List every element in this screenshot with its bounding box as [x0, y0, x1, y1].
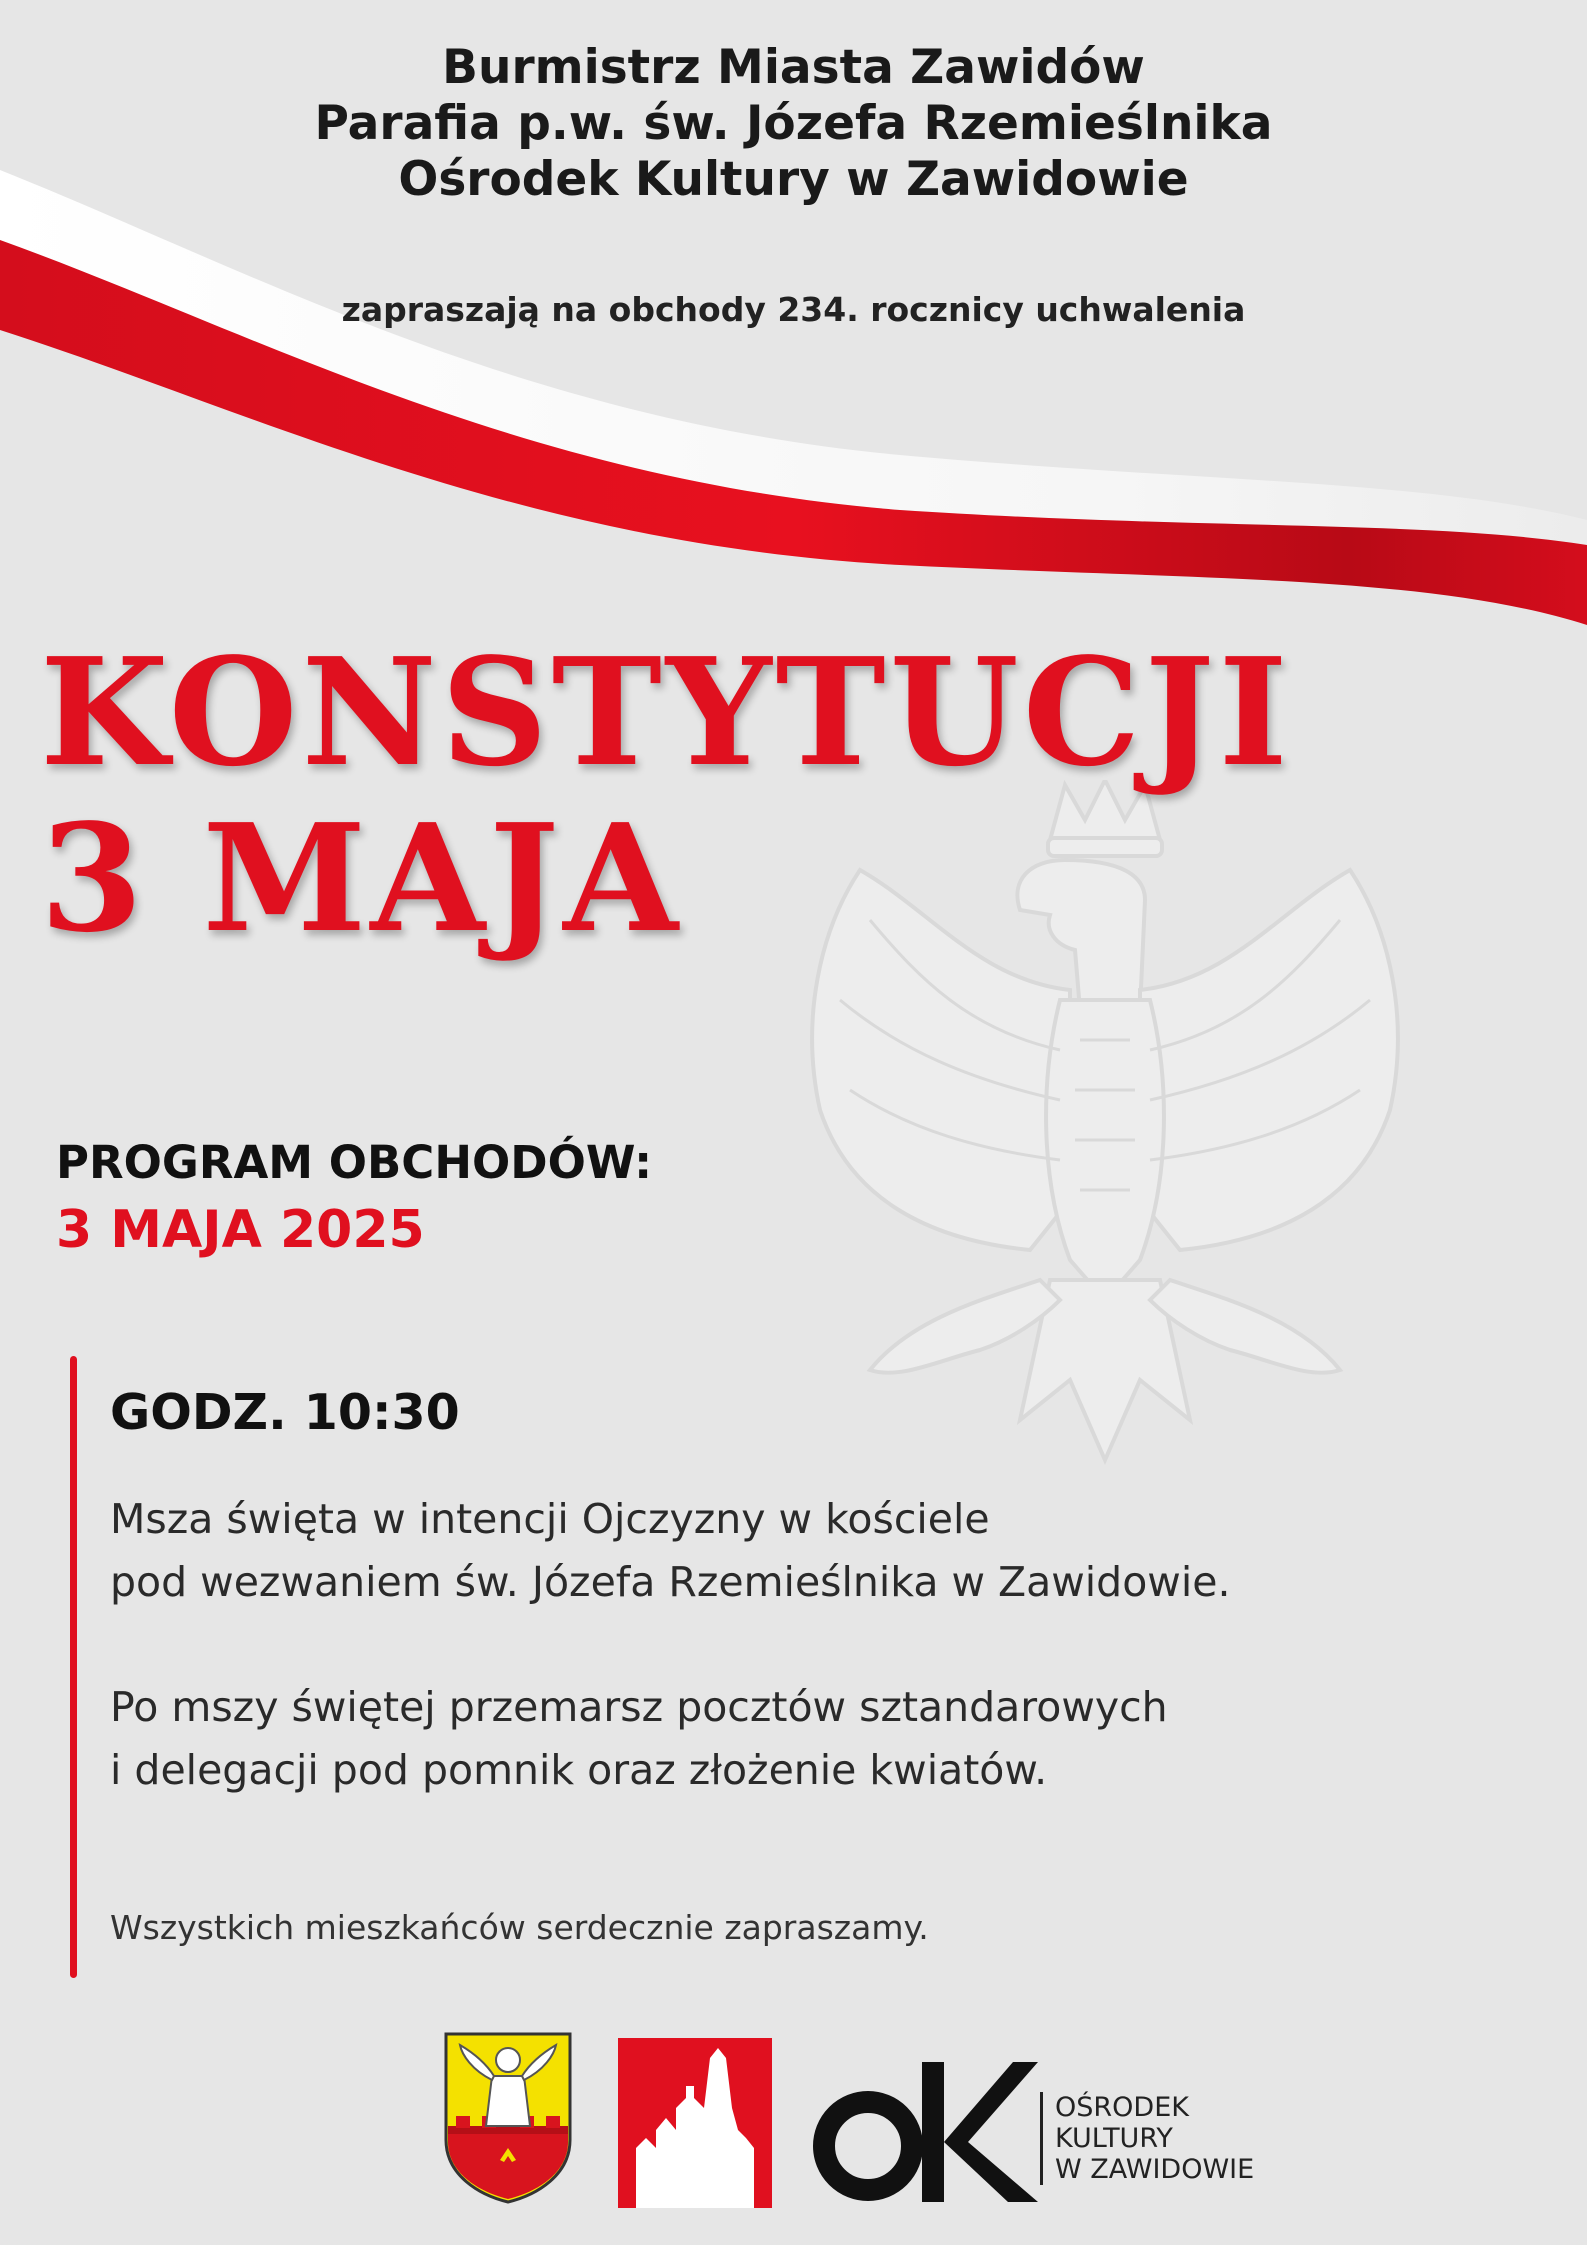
- march-description: [110, 1676, 1168, 1802]
- ok-text-line-2: KULTURY: [1055, 2123, 1173, 2154]
- march-line-1: Po mszy świętej przemarsz pocztów sztandarowych: [110, 1683, 1168, 1731]
- mass-line-2: pod wezwaniem św. Józefa Rzemieślnika w Zawidowie.: [110, 1558, 1231, 1606]
- invitation-text: zapraszają na obchody 234. rocznicy uchwalenia: [341, 290, 1246, 329]
- march-line-2: i delegacji pod pomnik oraz złożenie kwiatów.: [110, 1746, 1048, 1794]
- ok-logo-icon: [808, 2042, 1038, 2208]
- mass-description: [110, 1488, 1230, 1614]
- event-time: GODZ. 10:30: [110, 1384, 460, 1441]
- logos-footer: [0, 2030, 1587, 2210]
- program-date: 3 MAJA 2025: [56, 1200, 425, 1260]
- ok-logo-text: [1040, 2092, 1254, 2185]
- organizer-3: Ośrodek Kultury w Zawidowie: [398, 152, 1189, 207]
- ok-text-line-3: W ZAWIDOWIE: [1055, 2154, 1255, 2185]
- accent-bar: [70, 1356, 77, 1978]
- ok-text-line-1: OŚRODEK: [1055, 2092, 1189, 2123]
- organizer-2: Parafia p.w. św. Józefa Rzemieślnika: [314, 96, 1273, 151]
- town-crest-icon: [442, 2030, 574, 2205]
- white-eagle-icon: [780, 780, 1430, 1500]
- title-line-1: KONSTYTUCJI: [40, 625, 1292, 799]
- title-line-2: 3 MAJA: [40, 791, 683, 965]
- program-label: PROGRAM OBCHODÓW:: [56, 1136, 653, 1189]
- organizer-1: Burmistrz Miasta Zawidów: [442, 40, 1145, 95]
- mass-line-1: Msza święta w intencji Ojczyzny w kościele: [110, 1495, 990, 1543]
- organizers-block: [0, 40, 1587, 208]
- closing-invitation: Wszystkich mieszkańców serdecznie zapraszamy.: [110, 1908, 929, 1947]
- church-silhouette-logo-icon: [618, 2038, 772, 2208]
